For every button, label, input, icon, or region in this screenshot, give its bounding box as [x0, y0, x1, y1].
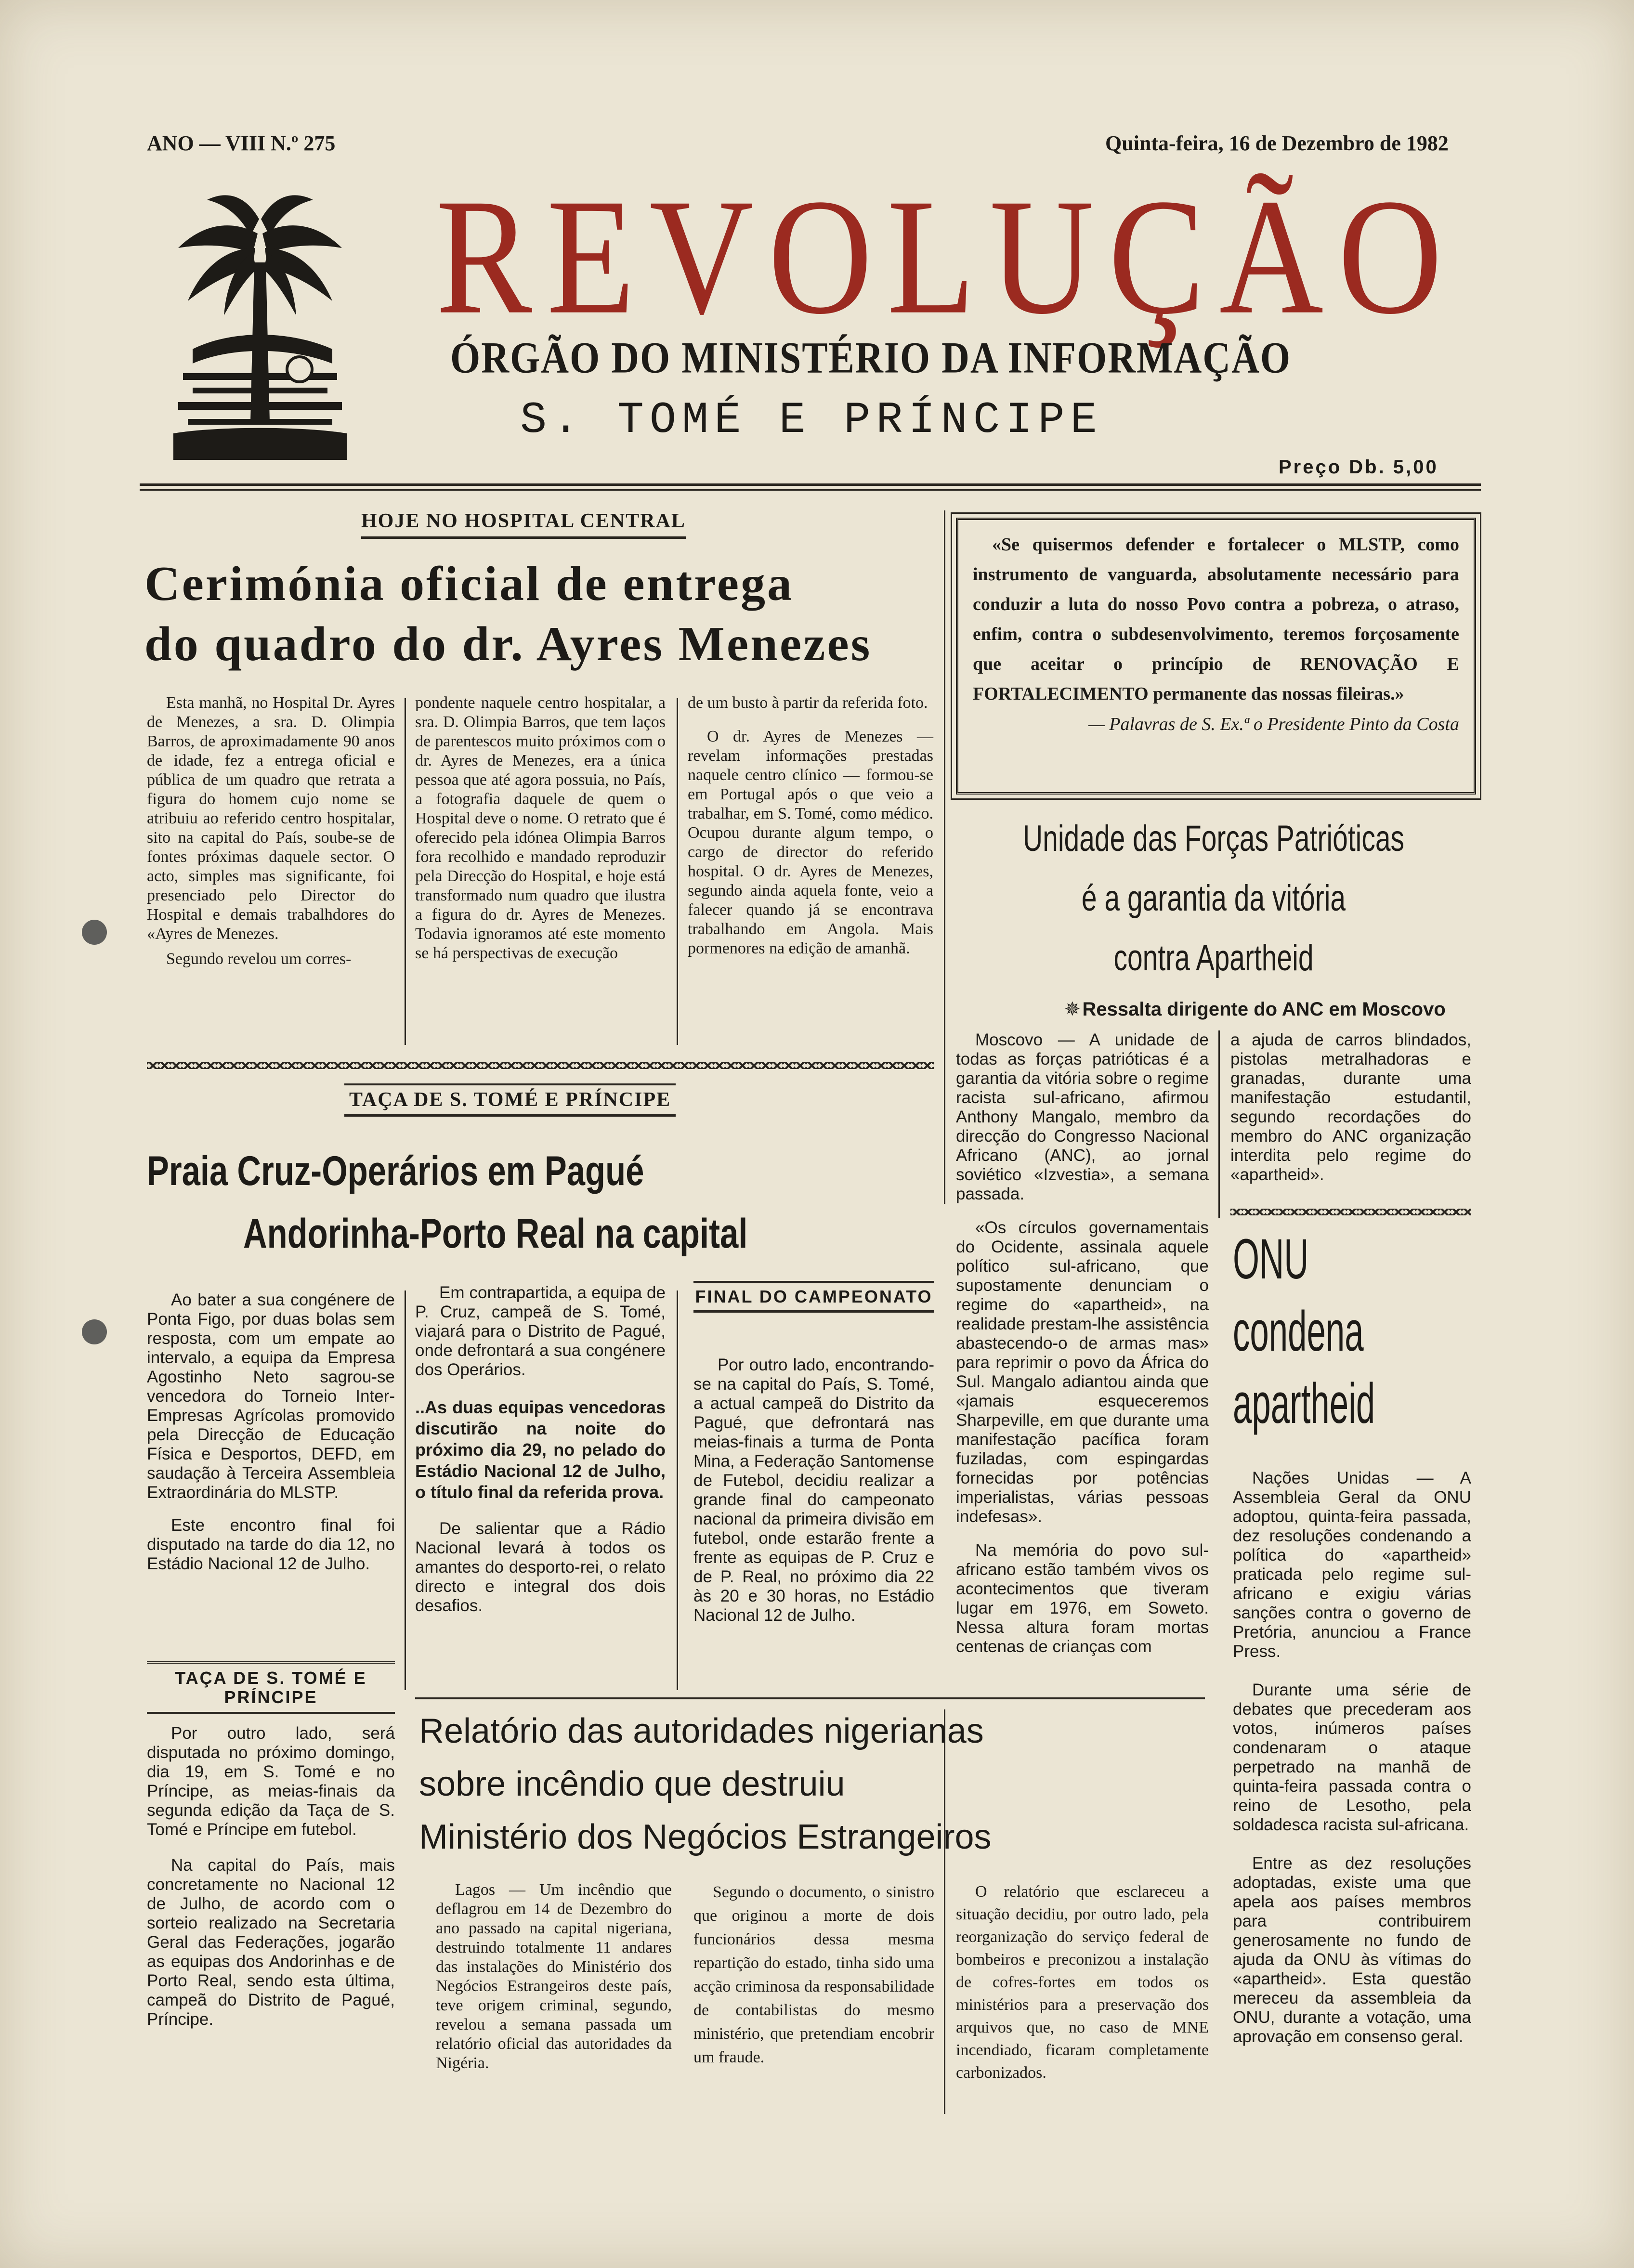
column-divider	[944, 510, 945, 1204]
article-paragraph: Segundo revelou um corres-	[166, 950, 352, 968]
article-paragraph: Entre as dez resoluções adoptadas, existe uma que apela aos países membros para contribuirem generosamente no fundo de ajuda da ONU às vítimas do «apartheid». Esta questão mereceu da assembleia da ONU, durante a votação, uma aprovação em consenso geral.	[1233, 1854, 1471, 2046]
relatorio-headline	[419, 1705, 992, 1864]
onu-headline	[1233, 1223, 1470, 1440]
header-rule	[140, 483, 1481, 486]
section-divider	[1230, 1209, 1471, 1215]
article-paragraph: de um busto à partir da referida foto.	[688, 694, 928, 712]
article-paragraph: pondente naquele centro hospitalar, a sra. D. Olimpia Barros, que tem laços de parentescos muito próximos com o dr. Ayres de Menezes, era a única pessoa que até agora possuia, no País, a fotografia daquele de quem o Hospital deve o nome. O retrato que é oferecido pela idónea Olimpia Barros fora recolhido e mandado reproduzir pela Direcção do Hospital, e hoje está transformado num quadro que ilustra a figura do dr. Ayres de Menezes. Todavia ignoramos até este momento se há perspectivas de execução	[415, 694, 666, 962]
article-paragraph: Esta manhã, no Hospital Dr. Ayres de Menezes, a sra. D. Olimpia Barros, de aproximadamente 90 anos de idade, fez a entrega oficial e pública de um quadro que retrata a figura do homem cujo nome se atribuiu ao referido centro hospitalar, sito na capital do País, soube-se de fontes próximas daquele sector. O acto, simples mas significante, foi presenciado pelo Director do Hospital e demais trabalhdores do «Ayres de Menezes.	[147, 694, 395, 943]
masthead-title: REVOLUÇÃO	[436, 164, 1457, 349]
taca-subhead-box	[147, 1661, 395, 1714]
article-paragraph: Por outro lado, encontrando-se na capital do País, S. Tomé, a actual campeã do Distrito da Pagué, que defrontará nas meias-finais a turma de Ponta Mina, a Federação Santomense de Futebol, decidiu realizar a grande final do campeonato nacional da primeira divisão em futebol, onde estarão frente a frente as equipas de P. Cruz e de P. Real, no próximo dia 22 às 20 e 30 horas, no Estádio Nacional 12 de Julho.	[693, 1356, 934, 1625]
star-ornament-icon: ✵	[1064, 998, 1081, 1020]
relatorio-headline-1: Relatório das autoridades nigerianas	[419, 1712, 984, 1750]
quote-text: «Se quisermos defender e fortalecer o MLSTP, como instrumento de vanguarda, absolutamente necessário para conduzir a luta do nosso Povo contra a pobreza, o atraso, enfim, contra o subdesenvolvimento, teremos forçosamente que aceitar o princípio de RENOVAÇÃO E FORTALECIMENTO permanente das nossas fileiras.»	[973, 534, 1459, 704]
unidade-subhead-text: Ressalta dirigente do ANC em Moscovo	[1082, 999, 1446, 1020]
onu-headline-2: condena	[1233, 1300, 1364, 1363]
taca-headline-2: Andorinha-Porto Real na capital	[243, 1211, 748, 1257]
punch-hole	[82, 1319, 107, 1344]
article-paragraph: Moscovo — A unidade de todas as forças patrióticas é a garantia da vitória sobre o regime racista sul-africano, afirmou Anthony Mangalo, membro da direcção do Congresso Nacional Africano (ANC), ao jornal soviético «Izvestia», a semana passada.	[956, 1030, 1209, 1203]
palm-tree-logo-icon	[173, 190, 347, 460]
punch-hole	[82, 920, 107, 945]
final-subhead-box	[693, 1281, 934, 1313]
article-paragraph: Este encontro final foi disputado na tarde do dia 12, no Estádio Nacional 12 de Julho.	[147, 1516, 395, 1573]
quote-box	[956, 518, 1476, 795]
ceremonia-column-1	[147, 693, 395, 969]
taca-subhead: TAÇA DE S. TOMÉ E PRÍNCIPE	[175, 1668, 367, 1707]
article-paragraph: Na capital do País, mais concretamente no Nacional 12 de Julho, de acordo com o sorteio realizado na Secretaria Geral das Federações, jogarão as equipas dos Andorinhas e de Porto Real, sendo esta última, campeã do Distrito de Pagué, Príncipe.	[147, 1856, 395, 2029]
column-divider	[405, 1290, 406, 1690]
article-paragraph: Ao bater a sua congénere de Ponta Figo, por duas bolas sem resposta, com um empate ao intervalo, a equipa da Empresa Agostinho Neto sagrou-se vencedora do Torneio Inter-Empresas Agrícolas promovido pela Direcção de Educação Física e Desportos, DEFD, em saudação à Terceira Assembleia Extraordinária do MLSTP.	[147, 1290, 395, 1502]
unidade-column-1	[956, 1030, 1209, 1656]
relatorio-headline-2: sobre incêndio que destruiu	[419, 1765, 845, 1803]
article-paragraph: O relatório que esclareceu a situação decidiu, por outro lado, pela reorganização do serviço federal de bombeiros e preconizou a instalação de cofres-fortes em todos os ministérios para a preservação dos arquivos que, no caso de MNE incendiado, ficaram completamente carbonizados.	[956, 1883, 1209, 2082]
article-paragraph: Durante uma série de debates que precederam aos votos, inúmeros países condenaram o ataque perpetrado na manhã de quinta-feira passada contra o reino de Lesotho, pela soldadesca racista sul-africana.	[1233, 1681, 1471, 1834]
unidade-column-2	[1230, 1030, 1471, 1185]
masthead-organ: ÓRGÃO DO MINISTÉRIO DA INFORMAÇÃO	[450, 334, 1292, 383]
column-divider	[1218, 1030, 1220, 1218]
quote-attribution: — Palavras de S. Ex.ª o Presidente Pinto da Costa	[1088, 714, 1459, 734]
article-paragraph: De salientar que a Rádio Nacional levará à todos os amantes do desporto-rei, o relato directo e integral dos dois desafios.	[415, 1519, 666, 1615]
article-paragraph: Na memória do povo sul-africano estão também vivos os acontecimentos que tiveram lugar em 1976, em Soweto. Nessa altura foram mortas centenas de crianças com	[956, 1541, 1209, 1656]
section-rule	[415, 1697, 1205, 1699]
unidade-headline-3: contra Apartheid	[1113, 938, 1314, 978]
onu-headline-1: ONU	[1233, 1227, 1309, 1291]
column-divider	[405, 698, 406, 1045]
taca-column-3	[693, 1356, 934, 1625]
unidade-headline	[956, 809, 1471, 988]
unidade-headline-2: é a garantia da vitória	[1081, 878, 1346, 919]
header-rule	[140, 489, 1481, 491]
ceremonia-kicker: HOJE NO HOSPITAL CENTRAL	[361, 509, 686, 539]
taca-headline-1: Praia Cruz-Operários em Pagué	[147, 1148, 644, 1194]
ceremonia-column-3	[688, 693, 933, 958]
taca-column-1b	[147, 1724, 395, 2029]
onu-headline-3: apartheid	[1233, 1372, 1375, 1435]
article-paragraph: Em contrapartida, a equipa de P. Cruz, campeã de S. Tomé, viajará para o Distrito de Pagué, onde defrontará a sua congénere dos Operários.	[415, 1283, 666, 1379]
unidade-headline-1: Unidade das Forças Patrióticas	[1022, 818, 1405, 859]
article-paragraph: Lagos — Um incêndio que deflagrou em 14 de Dezembro do ano passado na capital nigeriana, destruindo totalmente 11 andares das instalações do Ministério dos Negócios Estrangeiros deste país, teve origem criminal, segundo, revelou a semana passada um relatório oficial das autoridades da Nigéria.	[436, 1881, 672, 2072]
relatorio-column-2	[693, 1880, 934, 2069]
column-divider	[677, 698, 678, 1045]
article-paragraph: O dr. Ayres de Menezes — revelam informações prestadas naquele centro clínico — formou-se em Portugal após o que veio a trabalhar, em S. Tomé, como médico. Ocupou durante algum tempo, o cargo de director do referido hospital. O dr. Ayres de Menezes, segundo ainda aquela fonte, veio a falecer quando já se encontrava trabalhando em Angola. Mais pormenores na edição de amanhã.	[688, 728, 933, 957]
article-paragraph: a ajuda de carros blindados, pistolas metralhadoras e granadas, durante uma manifestação estudantil, segundo recordações do membro do ANC organização interdita pelo regime do «apartheid».	[1230, 1030, 1471, 1184]
article-paragraph: Segundo o documento, o sinistro que originou a morte de dois funcionários dessa mesma repartição do estado, tinha sido uma acção criminosa da responsabilidade de contabilistas do mesmo ministério, que pretendiam encobrir um fraude.	[693, 1883, 934, 2066]
relatorio-column-3	[956, 1880, 1209, 2084]
final-subhead: FINAL DO CAMPEONATO	[695, 1287, 933, 1306]
taca-kicker: TAÇA DE S. TOMÉ E PRÍNCIPE	[344, 1083, 676, 1117]
taca-column-2	[415, 1283, 666, 1616]
issue-date: Quinta-feira, 16 de Dezembro de 1982	[1105, 131, 1449, 155]
article-paragraph: Por outro lado, será disputada no próximo domingo, dia 19, em S. Tomé e no Príncipe, as meias-finais da segunda edição da Taça de S. Tomé e Príncipe em futebol.	[147, 1724, 395, 1839]
relatorio-headline-3: Ministério dos Negócios Estrangeiros	[419, 1818, 992, 1856]
unidade-subhead	[1064, 998, 1446, 1020]
relatorio-column-1	[436, 1880, 672, 2073]
price-label: Preço Db. 5,00	[1279, 456, 1438, 478]
taca-column-1	[147, 1290, 395, 1574]
article-paragraph: «Os círculos governamentais do Ocidente, assinala aquele político sul-africano, que supostamente denunciam o regime do «apartheid», na realidade prestam-lhe assistência abastecendo-o de armas mas» para reprimir o povo da África do Sul. Mangalo adiantou ainda que «jamais esqueceremos Sharpeville, em que durante uma manifestação pacífica foram fuziladas, com espingardas fornecidas por potências imperialistas, várias pessoas indefesas».	[956, 1218, 1209, 1526]
ceremonia-headline-2: do quadro do dr. Ayres Menezes	[144, 617, 872, 671]
masthead-country: S. TOMÉ E PRÍNCIPE	[520, 395, 1103, 445]
column-divider	[677, 1290, 678, 1690]
article-paragraph: Nações Unidas — A Assembleia Geral da ONU adoptou, quinta-feira passada, dez resoluções condenando a política do «apartheid» praticada pelo regime sul-africano e exigiu várias sanções contra o governo de Pretória, anunciou a France Press.	[1233, 1469, 1471, 1661]
onu-column	[1233, 1469, 1471, 2046]
ceremonia-column-2	[415, 693, 666, 963]
edition-number: ANO — VIII N.º 275	[147, 131, 336, 155]
article-paragraph-bold: ..As duas equipas vencedoras discutirão na noite do próximo dia 29, no pelado do Estádio Nacional 12 de Julho, o título final da referida prova.	[415, 1397, 666, 1502]
ceremonia-headline-1: Cerimónia oficial de entrega	[144, 557, 794, 611]
section-divider	[147, 1062, 934, 1069]
